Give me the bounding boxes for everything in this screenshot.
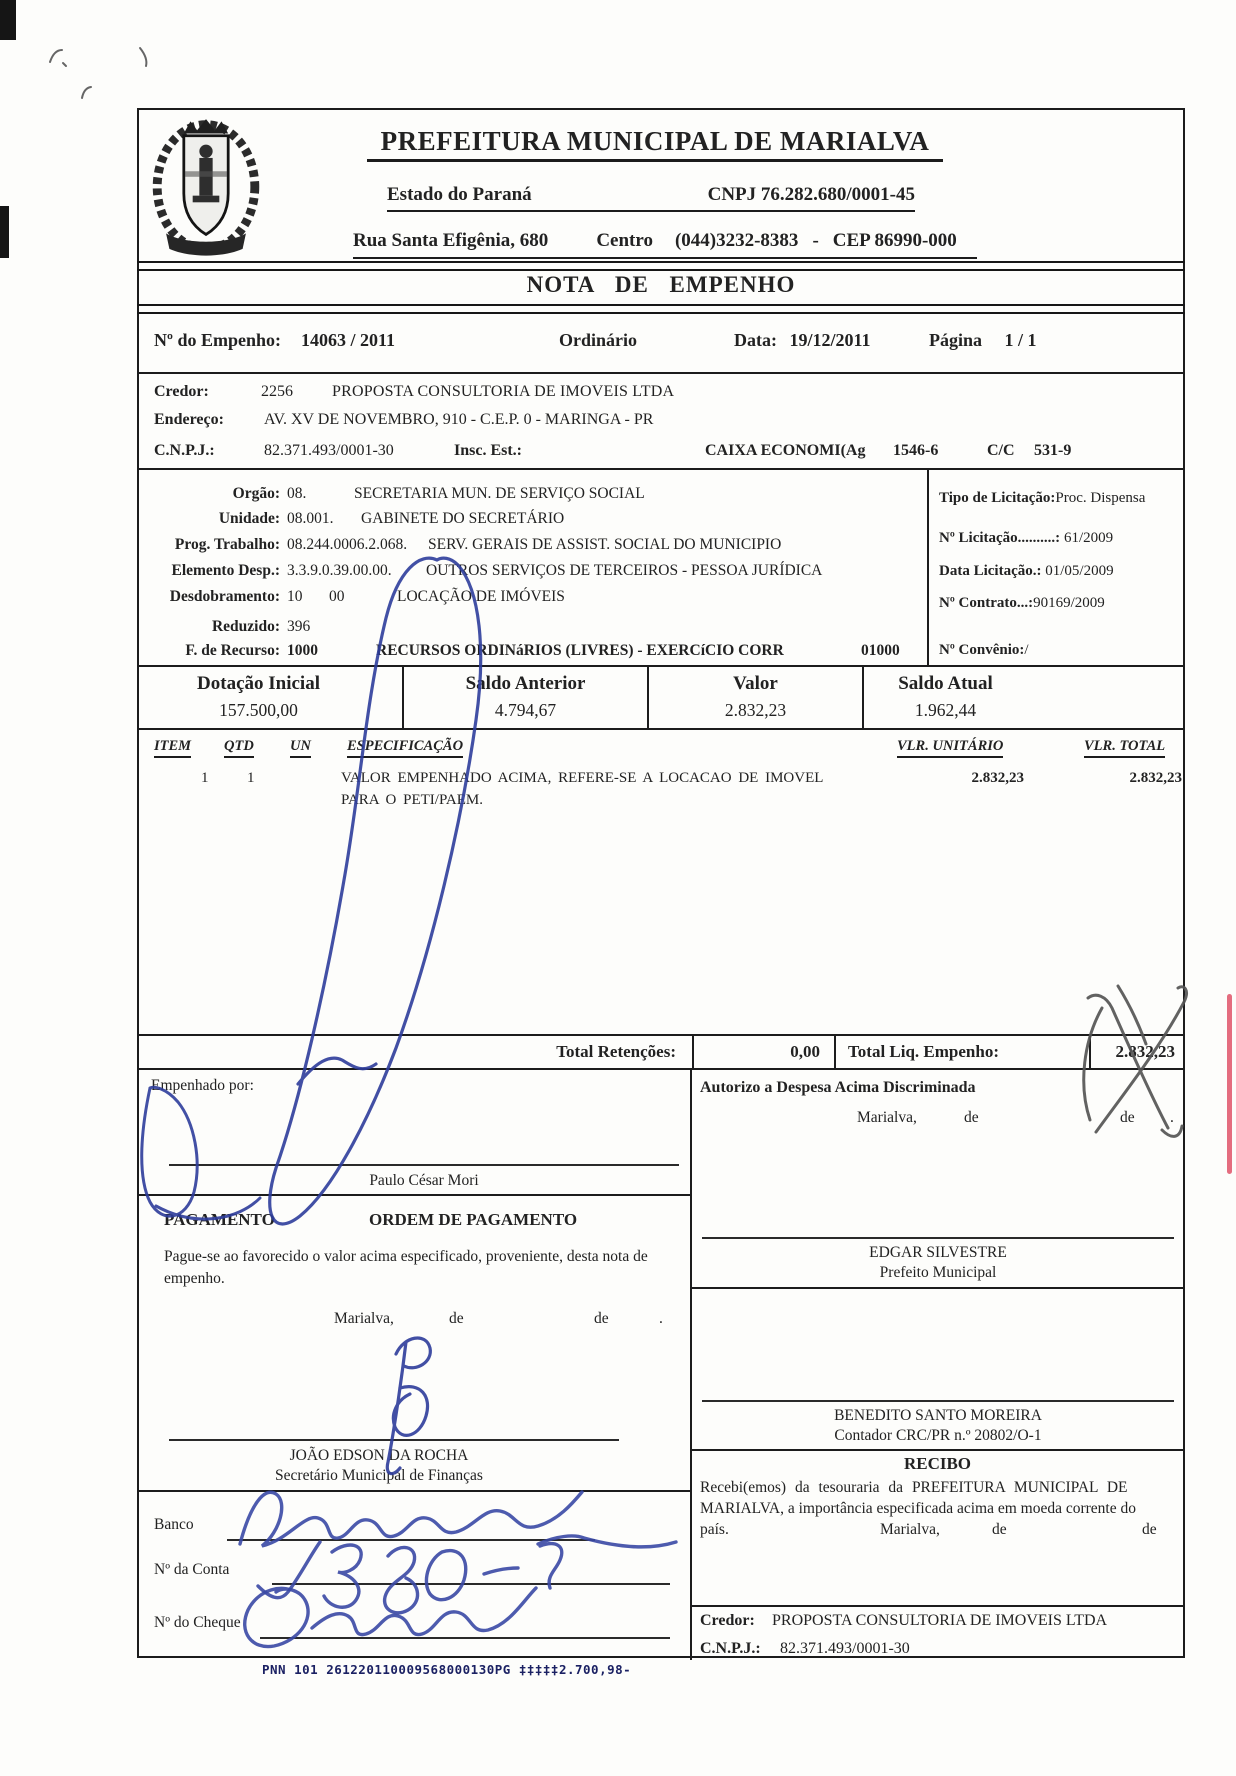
amount-value: 2.832,23: [724, 700, 787, 720]
budget-label: F. de Recurso:: [185, 642, 280, 659]
items-header-item: ITEM: [154, 738, 191, 758]
item-row: [139, 770, 1183, 820]
org-district: Centro: [596, 230, 653, 251]
de-word: de: [1120, 1109, 1135, 1126]
creditor-label: Credor:: [154, 383, 209, 400]
double-rule: [137, 304, 1185, 314]
panel-rule: [139, 1194, 690, 1196]
item-total-value: 2.832,23: [1129, 770, 1182, 786]
recibo-credor-row: [692, 1612, 1183, 1632]
city-name: Marialva,: [334, 1310, 394, 1327]
pagamento-text: Pague-se ao favorecido o valor acima especificado, proveniente, desta nota de empenho.: [164, 1248, 648, 1287]
amount-cell-saldo-anterior: [402, 667, 647, 728]
budget-code: 10: [287, 588, 303, 605]
budget-desc: LOCAÇÃO DE IMÓVEIS: [397, 588, 565, 605]
banco-fill-line: [227, 1539, 595, 1541]
items-header-qtd: QTD: [224, 738, 254, 758]
org-cep: CEP 86990-000: [832, 230, 957, 251]
right-panel: [692, 1070, 1183, 1660]
contrato-value: 90169/2009: [1033, 595, 1105, 611]
retencoes-label: Total Retenções:: [556, 1042, 676, 1061]
items-header-vlr-unitario: VLR. UNITÁRIO: [897, 738, 1003, 758]
page-value: 1 / 1: [1004, 330, 1037, 350]
cc-number: 531-9: [1034, 442, 1072, 459]
contrato-label: Nº Contrato...:: [939, 595, 1034, 611]
accountant-role: Contador CRC/PR n.º 20802/O-1: [834, 1427, 1042, 1444]
ordem-pagamento-title: ORDEM DE PAGAMENTO: [369, 1210, 578, 1229]
amount-value: 4.794,67: [494, 700, 557, 720]
coat-of-arms-logo: [150, 118, 262, 260]
amount-label: Saldo Atual: [898, 673, 993, 694]
recibo-cnpj-label: C.N.P.J.:: [700, 1640, 761, 1657]
licitacao-box: [927, 470, 1187, 665]
creditor-row: [139, 383, 1183, 403]
left-panel: [139, 1070, 692, 1660]
panel-rule: [692, 1605, 1183, 1607]
amount-cell-dotacao: [139, 667, 402, 728]
creditor-code: 2256: [261, 383, 293, 400]
liq-value-cell: [1089, 1036, 1183, 1068]
amounts-row: [139, 665, 1183, 730]
mayor-name: EDGAR SILVESTRE: [869, 1244, 1007, 1261]
document-title: NOTA DE EMPENHO: [526, 272, 796, 297]
creditor-cnpj: 82.371.493/0001-30: [264, 442, 394, 459]
creditor-agency: 1546-6: [893, 442, 939, 459]
empenho-number-label: Nº do Empenho:: [154, 330, 281, 350]
budget-desc: OUTROS SERVIÇOS DE TERCEIROS - PESSOA JURÍDICA: [426, 562, 823, 579]
budget-code: 08.001.: [287, 510, 334, 527]
recibo-credor-value: PROPOSTA CONSULTORIA DE IMOVEIS LTDA: [772, 1612, 1108, 1629]
signature-line: [702, 1237, 1174, 1239]
signature-line: [702, 1400, 1174, 1402]
amount-cell-valor: [647, 667, 862, 728]
creditor-address: AV. XV DE NOVEMBRO, 910 - C.E.P. 0 - MARINGA - PR: [264, 411, 654, 428]
licitacao-data: [939, 563, 1114, 580]
city-name: Marialva,: [880, 1521, 940, 1538]
retencoes-value-cell: [692, 1036, 834, 1068]
licitacao-tipo: [939, 490, 1145, 507]
autorizo-text: Autorizo a Despesa Acima Discriminada: [700, 1079, 976, 1096]
budget-label: Prog. Trabalho:: [174, 536, 280, 553]
budget-code: 3.3.9.0.39.00.00.: [287, 562, 392, 579]
retencoes-value: 0,00: [790, 1042, 820, 1061]
conta-fill-line: [272, 1583, 670, 1585]
items-header-un: UN: [290, 738, 311, 758]
dash: -: [812, 230, 819, 251]
totals-row: [139, 1034, 1183, 1070]
page-indicator: [929, 330, 1037, 351]
budget-resource-code: 01000: [861, 642, 900, 659]
amount-label: Valor: [733, 673, 778, 694]
budget-code: 08.244.0006.2.068.: [287, 536, 408, 553]
amount-label: Dotação Inicial: [197, 673, 320, 694]
recibo-cnpj-value: 82.371.493/0001-30: [780, 1640, 910, 1657]
period: .: [1170, 1109, 1174, 1126]
budget-label: Desdobramento:: [169, 588, 280, 605]
item-number: 1: [201, 770, 209, 786]
budget-label: Unidade:: [218, 510, 280, 527]
scan-red-streak-artifact: [1227, 994, 1232, 1174]
amount-cell-saldo-atual: [862, 667, 1187, 728]
empenhado-por-label: Empenhado por:: [151, 1077, 254, 1094]
licitacao-convenio: [939, 642, 1029, 659]
dot-matrix-print-line: PNN 101 261220110009568000130PG ‡‡‡‡‡2.700,98-: [262, 1662, 632, 1677]
budget-code2: 00: [329, 588, 345, 605]
item-unit-value: 2.832,23: [971, 770, 1024, 786]
scan-edge-artifact: [0, 206, 9, 258]
cheque-fill-line: [260, 1637, 670, 1639]
state-cnpj-line: [387, 184, 915, 212]
items-header-espec: ESPECIFICAÇÃO: [347, 738, 463, 758]
creditor-cnpj-row: [139, 442, 1183, 462]
de-word: de: [992, 1521, 1007, 1538]
licitacao-tipo-value: Proc. Dispensa: [1055, 490, 1146, 506]
retencoes-label-cell: [139, 1036, 692, 1068]
corner-pen-marks: [50, 48, 146, 98]
empenho-modality: Ordinário: [559, 330, 638, 350]
cheque-label: Nº do Cheque: [154, 1614, 241, 1631]
budget-desc: SECRETARIA MUN. DE SERVIÇO SOCIAL: [354, 485, 645, 502]
mayor-role: Prefeito Municipal: [879, 1264, 997, 1281]
double-rule: [137, 261, 1185, 271]
signature-line: [169, 1439, 619, 1441]
recibo-title: RECIBO: [903, 1454, 972, 1473]
recibo-text-line2: MARIALVA, a importância especificada acima em moeda corrente do: [700, 1500, 1136, 1517]
creditor-address-label: Endereço:: [154, 411, 224, 428]
panel-rule: [139, 1490, 690, 1492]
city-name: Marialva,: [857, 1109, 917, 1126]
panel-rule: [692, 1287, 1183, 1289]
creditor-bank: CAIXA ECONOMI(Ag: [705, 442, 866, 459]
date-label: Data:: [734, 330, 777, 350]
de-word: de: [964, 1109, 979, 1126]
licitacao-tipo-label: Tipo de Licitação:: [939, 490, 1056, 506]
creditor-address-row: [139, 411, 1183, 431]
recibo-pais: país.: [700, 1521, 729, 1538]
recibo-credor-label: Credor:: [700, 1612, 755, 1629]
empenho-number: 14063 / 2011: [301, 330, 396, 350]
creditor-cnpj-label: C.N.P.J.:: [154, 442, 215, 459]
items-header-vlr-total: VLR. TOTAL: [1084, 738, 1165, 758]
date-value: 19/12/2011: [789, 330, 871, 350]
budget-code: 08.: [287, 485, 307, 502]
licitacao-num-value: 61/2009: [1063, 530, 1114, 546]
de-word: de: [449, 1310, 464, 1327]
budget-code: 396: [287, 618, 311, 635]
liq-empenho-label: Total Liq. Empenho:: [848, 1042, 999, 1061]
liq-label-cell: [834, 1036, 1089, 1068]
convenio-value: /: [1024, 642, 1029, 658]
licitacao-contrato: [939, 595, 1105, 612]
budget-label: Reduzido:: [211, 618, 280, 635]
accountant-name: BENEDITO SANTO MOREIRA: [834, 1407, 1042, 1424]
nota-de-empenho-form: [137, 108, 1185, 1658]
budget-label: Orgão:: [232, 485, 280, 502]
licitacao-num-label: Nº Licitação..........:: [939, 530, 1061, 546]
org-address: Rua Santa Efigênia, 680: [353, 230, 549, 251]
budget-desc: SERV. GERAIS DE ASSIST. SOCIAL DO MUNICIPIO: [428, 536, 782, 553]
budget-desc: RECURSOS ORDINáRIOS (LIVRES) - EXERCíCIO CORR: [376, 642, 784, 659]
amount-value: 157.500,00: [219, 700, 298, 720]
licitacao-data-value: 01/05/2009: [1045, 563, 1114, 579]
banco-label: Banco: [154, 1516, 194, 1533]
state-label: Estado do Paraná: [387, 184, 532, 205]
de-word: de: [1142, 1521, 1157, 1538]
item-qtd: 1: [247, 770, 255, 786]
amount-label: Saldo Anterior: [465, 673, 586, 694]
org-title: PREFEITURA MUNICIPAL DE MARIALVA: [367, 126, 943, 162]
finance-secretary-name: JOÃO EDSON DA ROCHA: [289, 1447, 469, 1464]
convenio-label: Nº Convênio:: [939, 642, 1025, 658]
licitacao-data-label: Data Licitação.:: [939, 563, 1042, 579]
conta-label: Nº da Conta: [154, 1561, 230, 1578]
de-word: de: [594, 1310, 609, 1327]
recibo-text-line1: Recebi(emos) da tesouraria da PREFEITURA MUNICIPAL DE: [700, 1479, 1128, 1496]
liq-empenho-value: 2.832,23: [1115, 1042, 1175, 1061]
budget-desc: GABINETE DO SECRETÁRIO: [361, 510, 565, 527]
amount-value: 1.962,44: [914, 700, 977, 720]
cc-label: C/C: [987, 442, 1015, 459]
licitacao-numero: [939, 530, 1113, 547]
signature-line: [169, 1164, 679, 1166]
section-rule: [137, 372, 1185, 374]
item-spec-line2: PARA O PETI/PAEM.: [341, 792, 484, 808]
item-spec-line1: VALOR EMPENHADO ACIMA, REFERE-SE A LOCACAO DE IMOVEL: [341, 770, 824, 786]
pagamento-title: PAGAMENTO: [164, 1210, 275, 1229]
empenhado-signer-name: Paulo César Mori: [369, 1172, 479, 1189]
panel-rule: [692, 1449, 1183, 1451]
org-cnpj: CNPJ 76.282.680/0001-45: [707, 184, 915, 205]
creditor-name: PROPOSTA CONSULTORIA DE IMOVEIS LTDA: [332, 383, 675, 400]
empenho-date: [734, 330, 871, 351]
items-header-row: [139, 738, 1183, 760]
recibo-cnpj-row: [692, 1640, 1183, 1660]
insc-est-label: Insc. Est.:: [454, 442, 523, 459]
org-phone: (044)3232-8383: [674, 230, 799, 251]
finance-secretary-role: Secretário Municipal de Finanças: [275, 1467, 483, 1484]
page-label: Página: [929, 330, 983, 350]
scan-edge-artifact: [0, 0, 16, 40]
budget-label: Elemento Desp.:: [171, 562, 280, 579]
address-line: [353, 230, 977, 259]
period: .: [659, 1310, 663, 1327]
budget-code: 1000: [287, 642, 318, 659]
